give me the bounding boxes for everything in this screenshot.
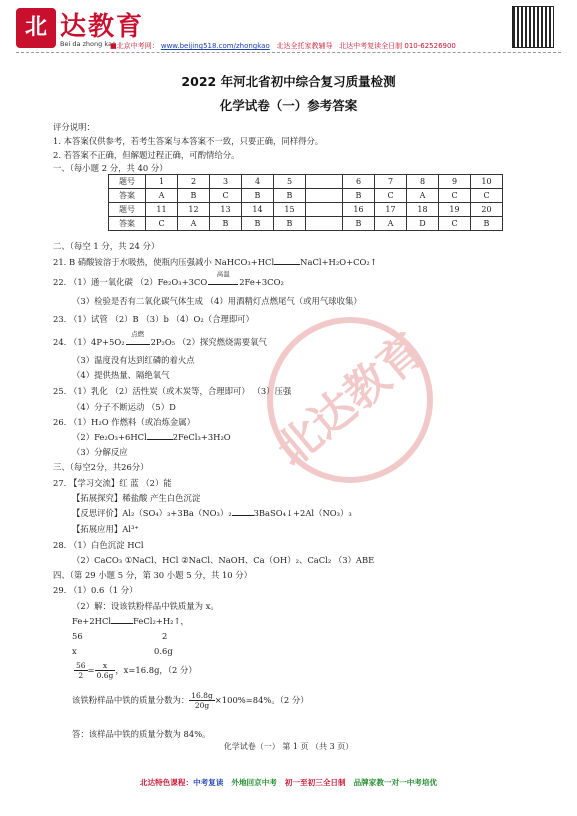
table-cell: 18 [407,203,439,217]
table-cell: 7 [375,175,407,189]
table-cell [306,217,343,231]
q24-products: 2P₂O₅ （2）探究燃烧需要氧气 [150,337,267,347]
table-cell: 1 [146,175,178,189]
phone-number: 010-62526900 [404,42,456,50]
table-cell: A [407,189,439,203]
table-cell: 14 [242,203,274,217]
q27-line-2: 【拓展探究】稀盐酸 产生白色沉淀 [72,493,201,503]
table-cell: C [375,189,407,203]
fraction: $\frac{16.8g}{20g}$ [191,691,213,710]
table-cell [306,203,343,217]
reaction-arrow [207,270,239,287]
q22-products: 2Fe+3CO₂ [239,277,284,287]
page-title: 2022 年河北省初中综合复习质量检测 [181,74,396,89]
footer-label: 北达特色课程： [139,778,194,787]
q21-line [53,256,377,268]
q26-reactants: （2）Fe₂O₃+6HCl [72,432,147,442]
table-cell: 12 [178,203,210,217]
logo: 北 [16,8,56,48]
q23-line: 23. （1）试管 （2）B （3）b （4）O₂（合理即可） [53,314,255,324]
q27-reactants: 【反思评价】Al₂（SO₄）₃+3Ba（NO₃）₂ [72,508,232,518]
table-cell: 8 [407,175,439,189]
footer-course-1[interactable]: 中考复读 [193,778,224,787]
equals-bar [232,515,254,516]
section-4-heading: 四、（第 29 小题 5 分，第 30 小题 5 分，共 10 分） [53,570,253,580]
notes-heading: 评分说明： [53,122,95,132]
table-cell: 19 [439,203,471,217]
table-cell: 5 [274,175,306,189]
watermark-seal [250,300,450,500]
q21-product: NaCl+H₂O+CO₂↑ [300,257,377,267]
note-1: 1. 本答案仅供参考，若考生答案与本答案不一致，只要正确，同样得分。 [53,136,324,146]
q29-mass-2: 2 [162,631,168,641]
table-cell: C [210,189,242,203]
fraction: $\frac{56}{2}$ [76,661,86,680]
equals-bar [111,623,133,624]
table-cell: 13 [210,203,242,217]
q26-line-1: 26. （1）H₂O 作燃料（或冶炼金属） [53,417,195,427]
q21-text: 21. B 硝酸铵溶于水吸热，使瓶内压强减小 NaHCO₃+HCl [53,257,275,267]
q26-line-2 [72,431,231,443]
q28-line-1: 28. （1）白色沉淀 HCl [53,540,144,550]
table-cell: 4 [242,175,274,189]
table-cell: 答案 [109,217,146,231]
table-cell: C [439,189,471,203]
table-cell: B [274,189,306,203]
header-contact-line [110,41,456,51]
table-cell: 9 [439,175,471,189]
footer-course-4[interactable]: 品牌家教一对一中考培优 [353,778,438,787]
q26-products: 2FeCl₃+3H₂O [172,432,231,442]
q29-mass-x: x [72,646,77,656]
table-cell: 11 [146,203,178,217]
table-cell: 15 [274,203,306,217]
q29-mass-06: 0.6g [154,646,173,656]
page-subtitle: 化学试卷（一）参考答案 [219,98,358,113]
table-cell: B [242,189,274,203]
q29-line-2: （2）解：设该铁粉样品中铁质量为 x。 [72,601,219,611]
table-cell [306,175,343,189]
reaction-arrow [125,330,151,347]
table-cell: 16 [343,203,375,217]
table-row [109,217,503,231]
site-link[interactable]: www.beijing518.com/zhongkao [160,42,270,50]
q29-proportion [74,661,197,680]
q24-reactants: 24. （1）4P+5O₂ [53,337,125,347]
footer-course-2[interactable]: 外地回京中考 [231,778,277,787]
table-cell: 题号 [109,175,146,189]
section-3-heading: 三、（每空2分，共26分） [53,462,149,472]
equals-bar [274,264,300,265]
brand-name: 达教育 [60,12,145,42]
table-cell: 10 [471,175,503,189]
q29-products: FeCl₂+H₂↑， [133,616,189,626]
equals-bar [147,439,173,440]
q24-line-2: （3）温度没有达到红磷的着火点 [72,355,195,365]
section-2-heading: 二、（每空 1 分，共 24 分） [53,241,160,251]
header-divider [16,52,561,53]
table-cell: B [343,217,375,231]
q29-reactants: Fe+2HCl [72,616,112,626]
q29-percentage [72,691,309,710]
reaction-condition: 高温 [216,270,230,278]
q29-pct-label: 该铁粉样品中铁的质量分数为： [72,695,190,705]
page-number: 化学试卷（一） 第 1 页 （共 3 页） [223,742,354,751]
table-cell: B [242,217,274,231]
table-cell: A [375,217,407,231]
q29-equation [72,615,189,627]
table-cell: D [407,217,439,231]
watermark-text: 北达教育 [266,324,435,477]
q29-result: ，x=16.8g，（2 分） [115,665,197,675]
qr-code [512,6,554,48]
q24-line-3: （4）提供热量、隔绝氧气 [72,370,170,380]
table-cell: 20 [471,203,503,217]
table-cell: 6 [343,175,375,189]
table-cell: B [343,189,375,203]
q27-products: 3BaSO₄↓+2Al（NO₃）₃ [253,508,352,518]
q26-line-3: （3）分解反应 [72,447,128,457]
table-cell: B [210,217,242,231]
q22-line-1 [53,270,284,288]
table-cell: 题号 [109,203,146,217]
table-cell: B [274,217,306,231]
q22-reactants: 22. （1）通一氧化碳 （2）Fe₂O₃+3CO [53,277,208,287]
q29-pct-result: ×100%=84%。（2 分） [214,695,309,705]
q25-line-1: 25. （1）乳化 （2）活性炭（或木炭等，合理即可） （3）压强 [53,386,292,396]
footer-course-3[interactable]: 初一至初三全日制 [284,778,346,787]
reaction-condition: 点燃 [131,330,145,338]
table-row [109,189,503,203]
table-cell: 3 [210,175,242,189]
footer-ad-line [0,777,577,788]
fraction: $\frac{x}{0.6g}$ [96,661,114,680]
q25-line-2: （4）分子不断运动 （5）D [72,402,176,412]
table-cell: 答案 [109,189,146,203]
q27-line-4: 【拓展应用】Al³⁺ [72,524,139,534]
table-cell: A [146,189,178,203]
ad-repeat-class: 北达中考复读全日制 [339,42,403,50]
ad-tutoring: 北达全托家教辅导 [276,42,333,50]
q29-mass-56: 56 [72,631,83,641]
table-cell: A [178,217,210,231]
q29-answer: 答：该样品中铁的质量分数为 84%。 [72,729,211,739]
brand-pinyin: Bei da zhong kao [60,40,116,48]
table-cell: B [471,217,503,231]
equals-sign: = [87,665,95,675]
site-prefix: ■北京中考网： [110,42,159,50]
q29-line-1: 29. （1）0.6（1 分） [53,585,138,595]
q27-line-3 [72,507,352,519]
table-row [109,175,503,189]
section-1-heading: 一、（每小题 2 分，共 40 分） [53,163,168,173]
q22-line-2: （3）检验是否有二氧化碳气体生成 （4）用酒精灯点燃尾气（或用气球收集） [72,296,362,306]
q28-line-2: （2）CaCO₃ ①NaCl、HCl ②NaCl、NaOH、Ca（OH）₂、CaCl₂ （3）ABE [72,555,375,565]
table-row [109,203,503,217]
table-cell: C [146,217,178,231]
table-cell: C [439,217,471,231]
table-cell: C [471,189,503,203]
table-cell: 2 [178,175,210,189]
answer-table [108,174,503,231]
q27-line-1: 27. 【学习交流】红 蓝 （2）能 [53,478,172,488]
table-cell: 17 [375,203,407,217]
q24-line-1 [53,330,267,348]
table-cell [306,189,343,203]
table-cell: B [178,189,210,203]
note-2: 2. 若答案不正确，但解题过程正确，可酌情给分。 [53,150,240,160]
